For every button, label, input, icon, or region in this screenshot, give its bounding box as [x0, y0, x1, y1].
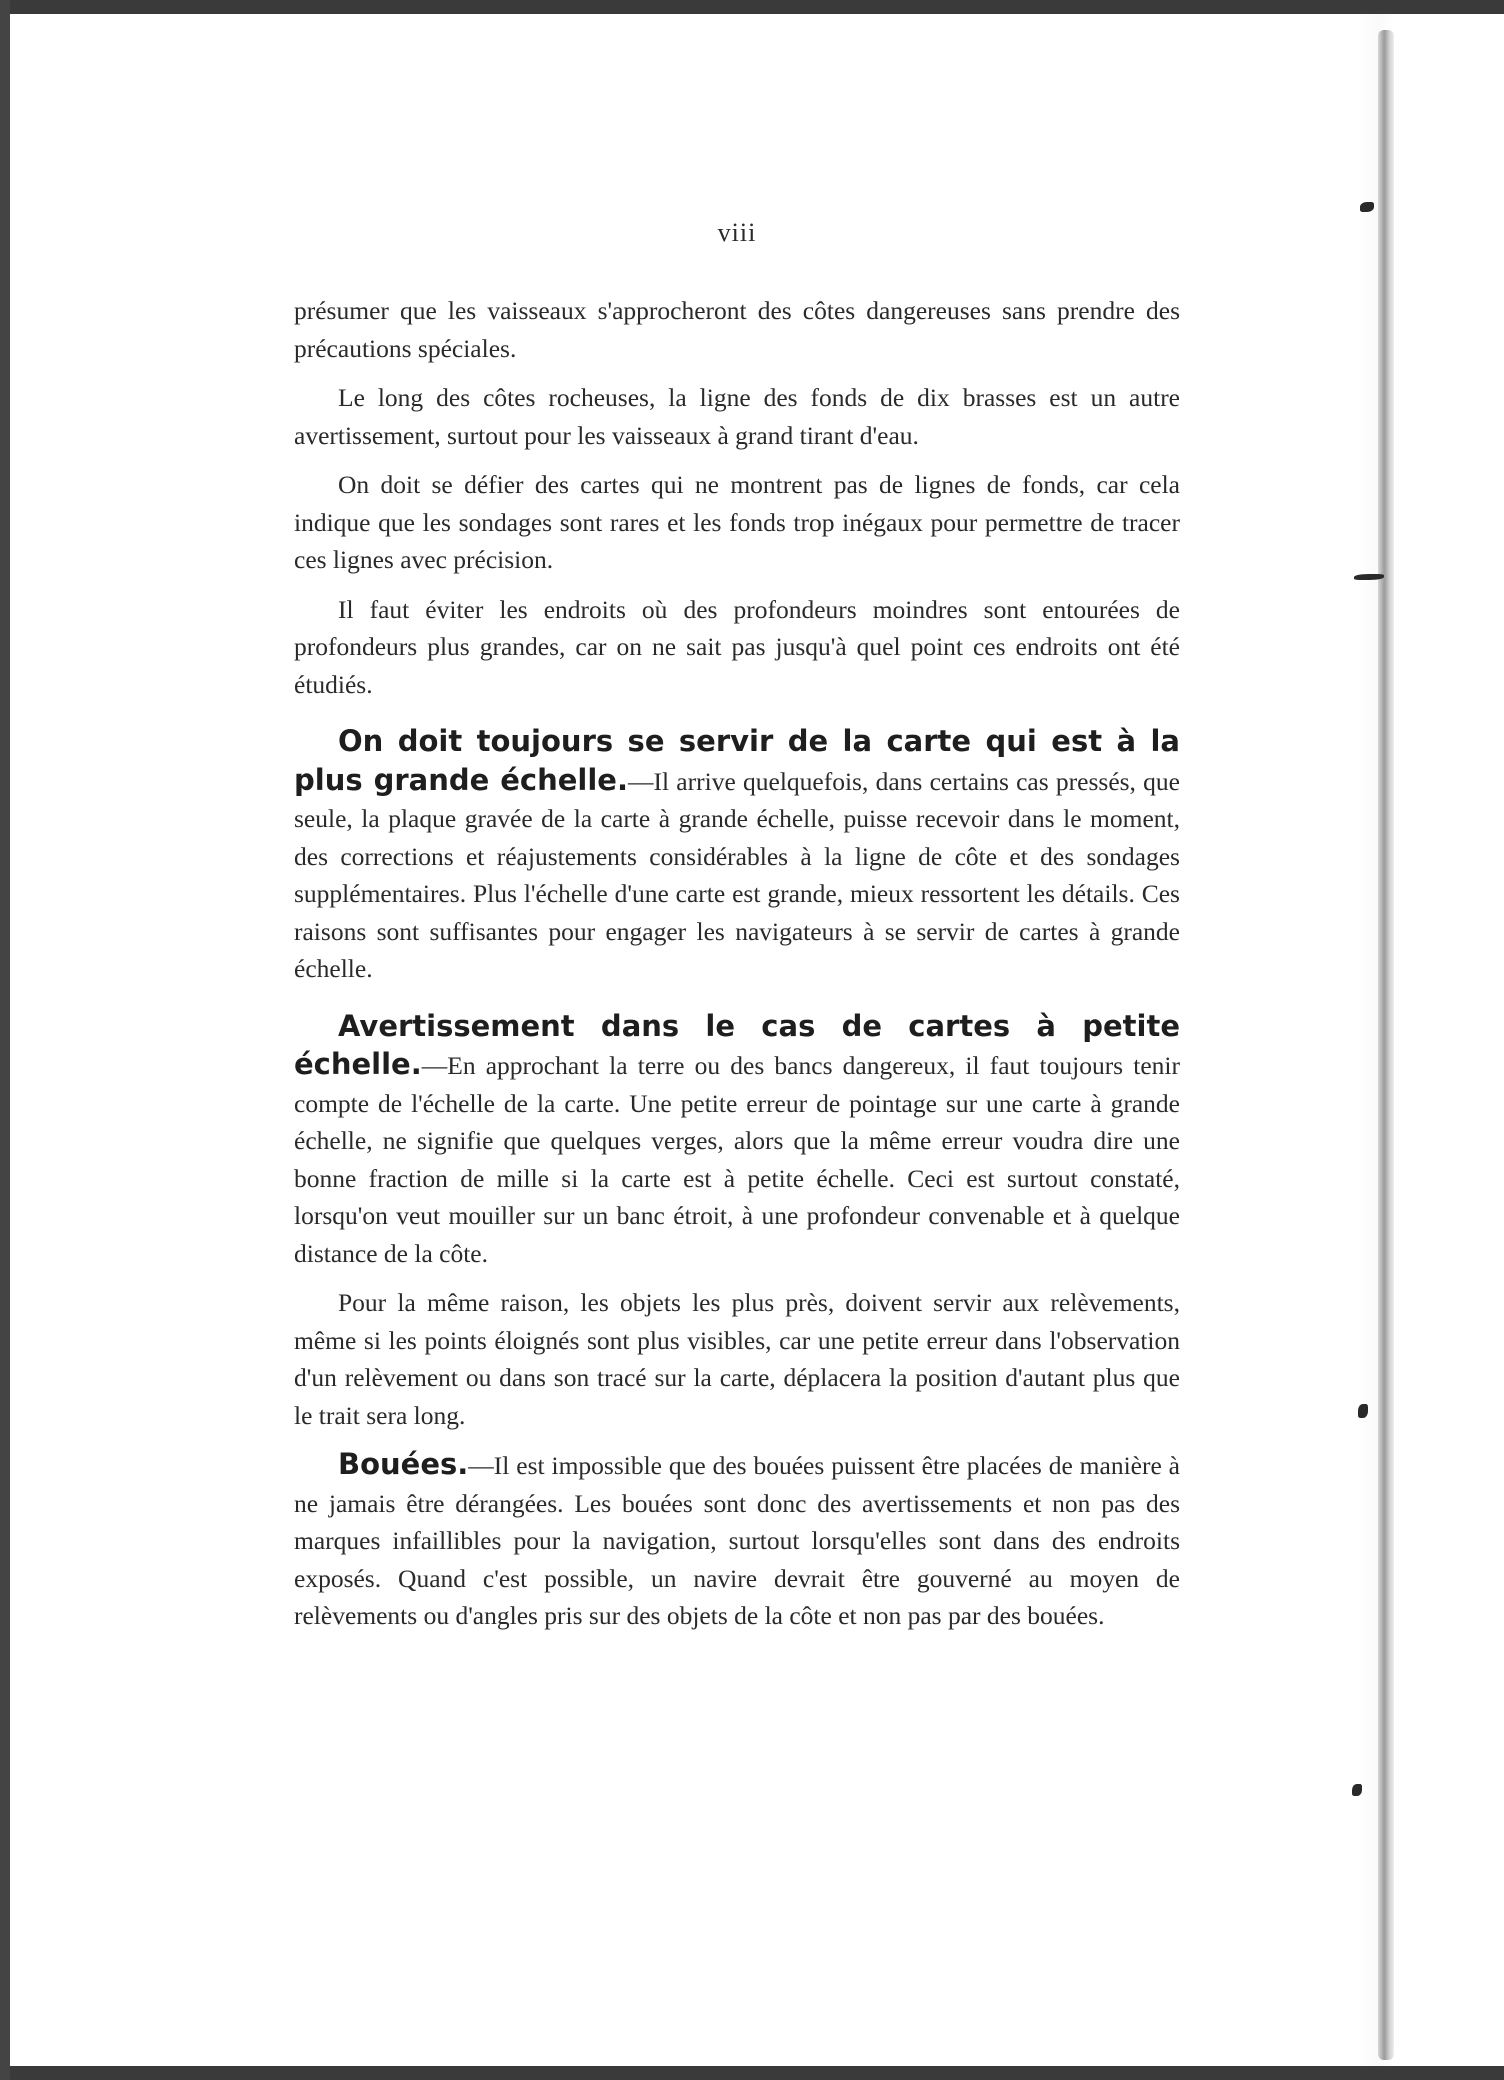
- paragraph-text: On doit se défier des cartes qui ne montrent pas de lignes de fonds, car cela indique que les sondages sont rares et les fonds trop inégaux pour permettre de tracer ces lignes avec précision.: [294, 470, 1180, 574]
- section-heading: On doit toujours se servir de la carte qui est à la plus grande échelle.: [294, 724, 1180, 797]
- paragraph: [294, 591, 1180, 704]
- scan-border-bottom: [0, 2066, 1504, 2080]
- section-paragraph: [294, 1008, 1180, 1273]
- paragraph-text: —Il arrive quelquefois, dans certains cas pressés, que seule, la plaque gravée de la carte à grande échelle, puisse recevoir dans le moment, des corrections et réajustements considérables à la ligne de côte et des sondages supplémentaires. Plus l'échelle d'une carte est grande, mieux ressortent les détails. Ces raisons sont suffisantes pour engager les navigateurs à se servir de cartes à grande échelle.: [294, 766, 1180, 983]
- section-heading: Avertissement dans le cas de cartes à petite échelle.: [294, 1008, 1180, 1081]
- binding-mark: [1354, 574, 1384, 580]
- paragraph: [294, 379, 1180, 454]
- scan-border-top: [0, 0, 1504, 14]
- paragraph-text: Le long des côtes rocheuses, la ligne des fonds de dix brasses est un autre avertissement, surtout pour les vaisseaux à grand tirant d'eau.: [294, 383, 1180, 450]
- book-spine: [1378, 30, 1394, 2060]
- binding-mark: [1360, 202, 1374, 212]
- paragraph: [294, 292, 1180, 367]
- paragraph: [294, 466, 1180, 579]
- paragraph-text: —En approchant la terre ou des bancs dangereux, il faut toujours tenir compte de l'échelle de la carte. Une petite erreur de pointage sur une carte à grande échelle, ne signifie que quelques verges, alors que la même erreur voudra dire une bonne fraction de mille si la carte est à petite échelle. Ceci est surtout constaté, lorsqu'on veut mouiller sur un banc étroit, à une profondeur convenable et à quelque distance de la côte.: [294, 1051, 1180, 1268]
- page-number: viii: [717, 218, 757, 247]
- body-text: [294, 292, 1180, 1647]
- paragraph-text: Il faut éviter les endroits où des profondeurs moindres sont entourées de profondeurs plus grandes, car on ne sait pas jusqu'à quel point ces endroits ont été étudiés.: [294, 594, 1180, 699]
- paragraph: [294, 1284, 1180, 1434]
- paragraph-text: présumer que les vaisseaux s'approcheront des côtes dangereuses sans prendre des précautions spéciales.: [294, 296, 1180, 363]
- scan-border-left: [0, 0, 10, 2080]
- section-paragraph: [294, 1446, 1180, 1635]
- section-heading: Bouées.: [338, 1447, 469, 1481]
- paragraph-text: Pour la même raison, les objets les plus près, doivent servir aux relèvements, même si les points éloignés sont plus visibles, car une petite erreur dans l'observation d'un relèvement ou dans son tracé sur la carte, déplacera la position d'autant plus que le trait sera long.: [294, 1288, 1180, 1430]
- binding-mark: [1358, 1404, 1368, 1418]
- section-paragraph: [294, 723, 1180, 988]
- binding-mark: [1352, 1784, 1362, 1796]
- paragraph-text: —Il est impossible que des bouées puissent être placées de manière à ne jamais être dérangées. Les bouées sont donc des avertissements et non pas des marques infaillibles pour la navigation, surtout lorsqu'elles sont dans des endroits exposés. Quand c'est possible, un navire devrait être gouverné au moyen de relèvements ou d'angles pris sur des objets de la côte et non pas par des bouées.: [294, 1451, 1180, 1630]
